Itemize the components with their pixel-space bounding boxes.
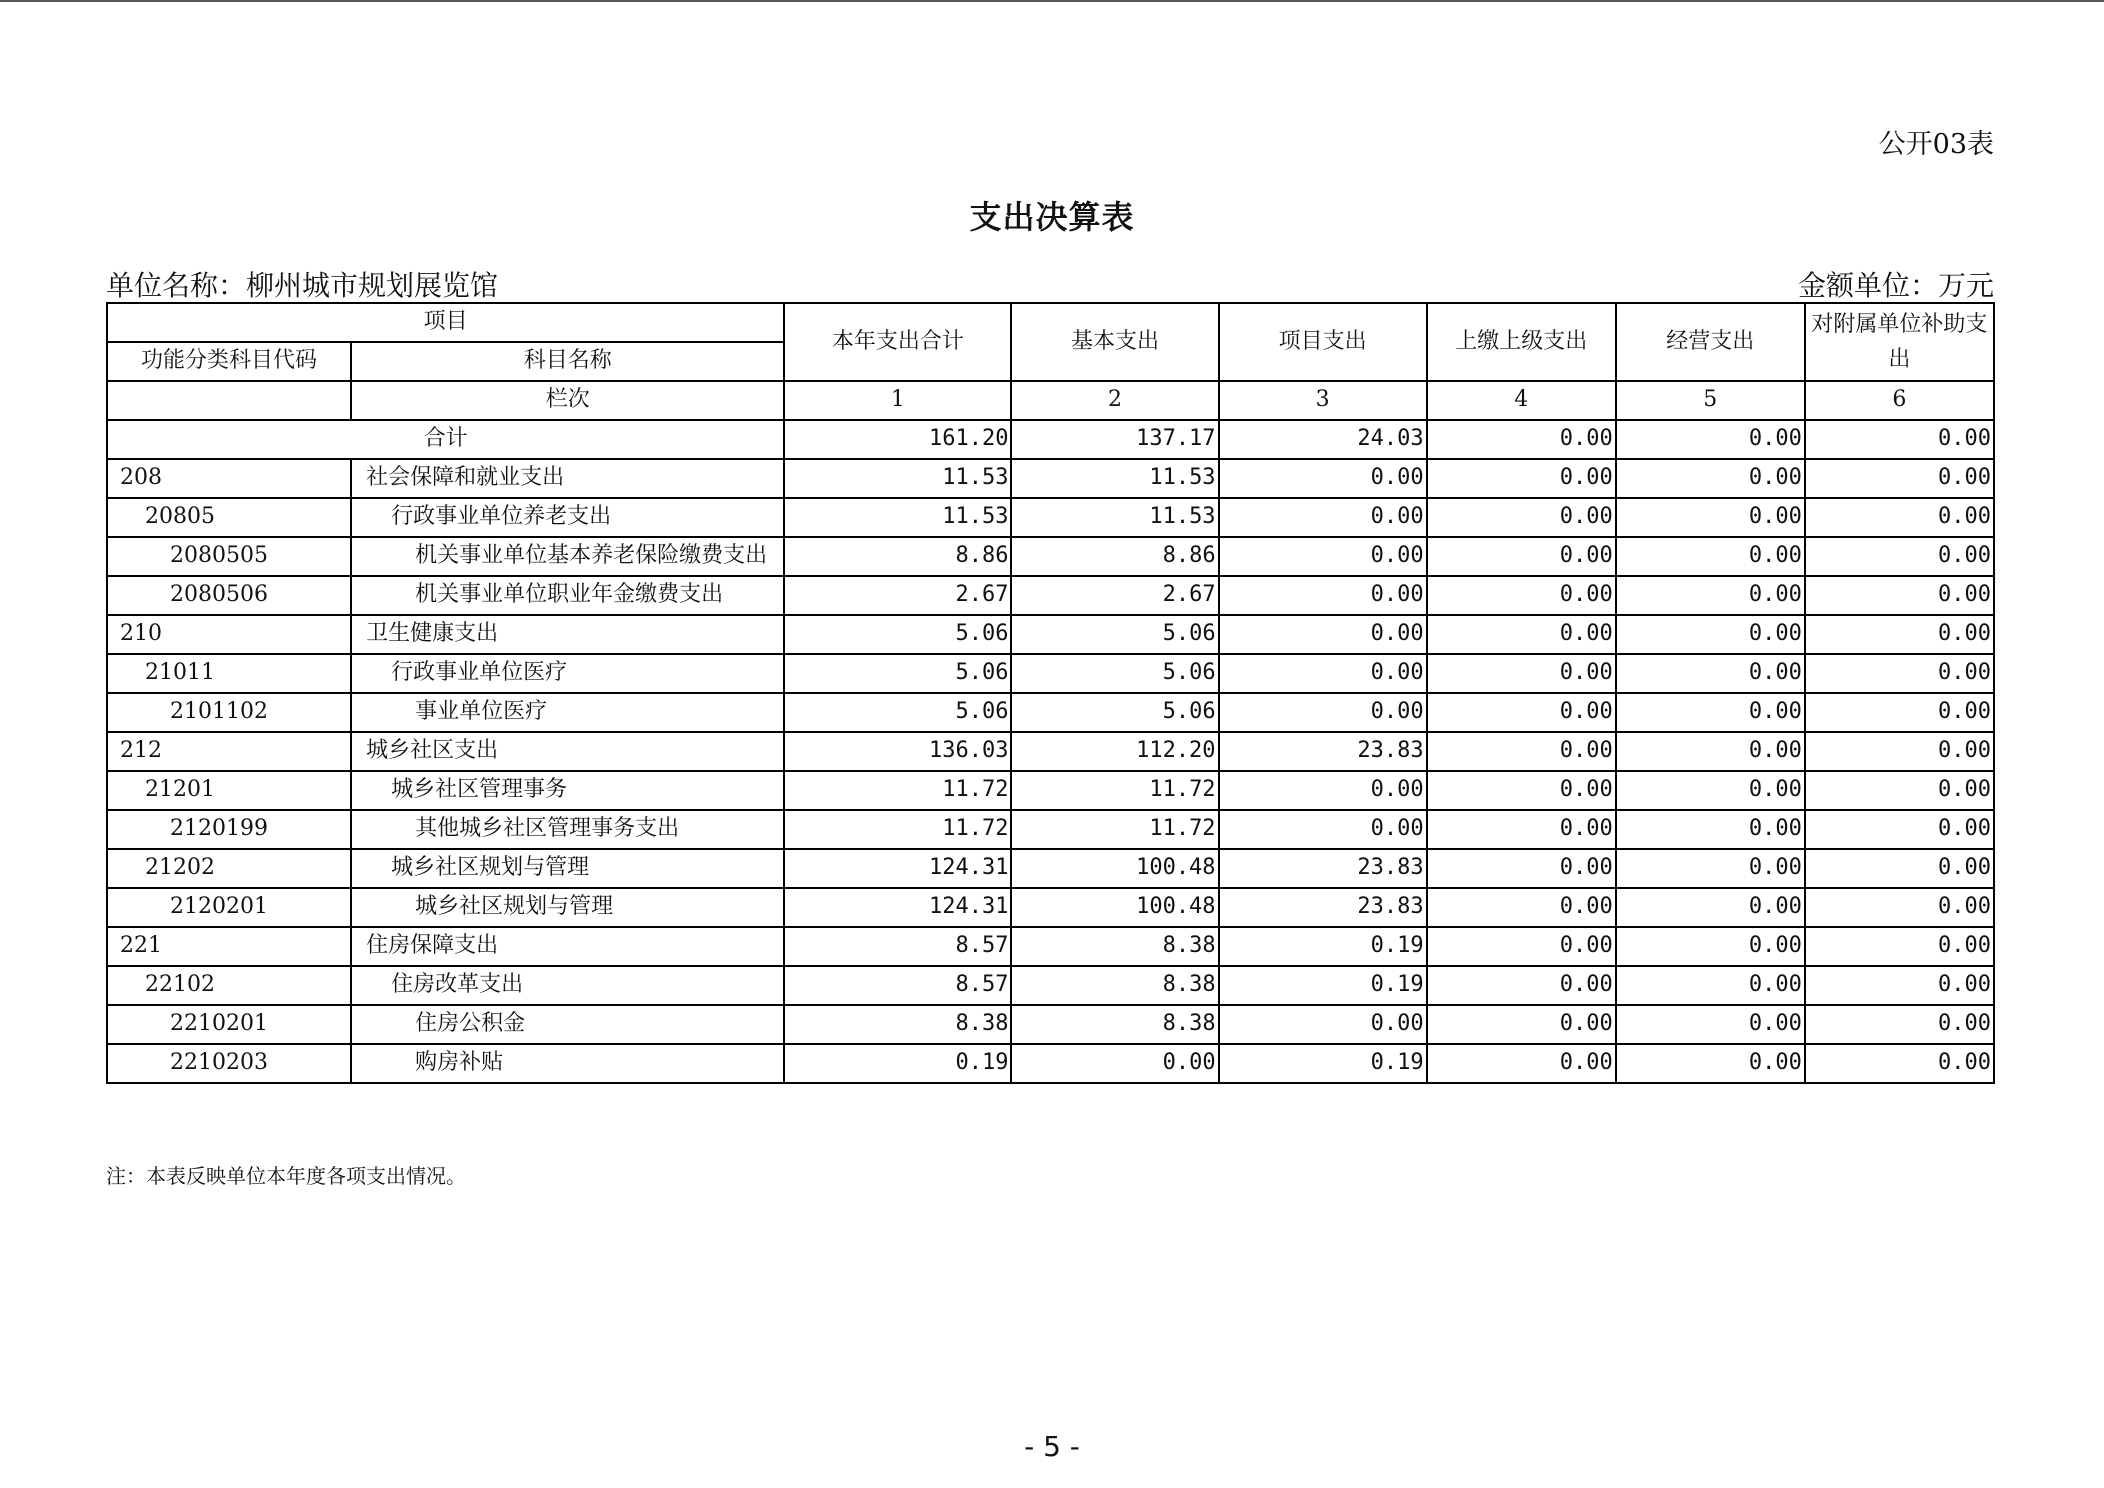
total-value: 161.20 — [784, 420, 1011, 459]
table-row — [107, 654, 1994, 693]
row-code: 21201 — [107, 771, 351, 810]
header-upper: 上缴上级支出 — [1427, 303, 1616, 381]
row-value: 0.00 — [1219, 693, 1427, 732]
row-value: 0.00 — [1805, 654, 1994, 693]
row-value: 11.53 — [784, 498, 1011, 537]
table-row — [107, 888, 1994, 927]
row-value: 0.00 — [1427, 732, 1616, 771]
row-value: 0.00 — [1427, 537, 1616, 576]
table-row — [107, 615, 1994, 654]
header-total: 本年支出合计 — [784, 303, 1011, 381]
row-value: 0.00 — [1427, 654, 1616, 693]
table-row — [107, 732, 1994, 771]
row-value: 124.31 — [784, 849, 1011, 888]
amount-unit: 金额单位：万元 — [1797, 269, 1994, 302]
row-value: 136.03 — [784, 732, 1011, 771]
row-value: 0.00 — [1616, 1044, 1805, 1083]
table-row — [107, 966, 1994, 1005]
row-value: 0.00 — [1805, 966, 1994, 1005]
row-code: 20805 — [107, 498, 351, 537]
row-value: 0.00 — [1805, 888, 1994, 927]
total-value: 0.00 — [1805, 420, 1994, 459]
expenditure-table — [106, 302, 1995, 1084]
row-value: 0.00 — [1427, 498, 1616, 537]
table-note: 注：本表反映单位本年度各项支出情况。 — [106, 1164, 466, 1188]
row-name: 行政事业单位医疗 — [351, 654, 784, 693]
header-code: 功能分类科目代码 — [107, 342, 351, 381]
row-value: 5.06 — [1011, 693, 1218, 732]
header-basic: 基本支出 — [1011, 303, 1218, 381]
col-num: 1 — [784, 381, 1011, 420]
row-value: 0.00 — [1219, 1005, 1427, 1044]
row-name: 其他城乡社区管理事务支出 — [351, 810, 784, 849]
row-code: 208 — [107, 459, 351, 498]
row-value: 11.53 — [784, 459, 1011, 498]
row-value: 0.00 — [1427, 966, 1616, 1005]
total-value: 0.00 — [1616, 420, 1805, 459]
row-value: 0.00 — [1219, 810, 1427, 849]
row-value: 0.00 — [1427, 849, 1616, 888]
row-code: 2120201 — [107, 888, 351, 927]
row-value: 0.00 — [1805, 732, 1994, 771]
col-num: 4 — [1427, 381, 1616, 420]
row-value: 8.38 — [1011, 927, 1218, 966]
row-value: 0.00 — [1011, 1044, 1218, 1083]
row-name: 事业单位医疗 — [351, 693, 784, 732]
row-value: 0.00 — [1616, 849, 1805, 888]
table-header — [107, 303, 1994, 459]
row-value: 0.00 — [1427, 693, 1616, 732]
col-num: 2 — [1011, 381, 1218, 420]
row-value: 0.00 — [1805, 771, 1994, 810]
row-value: 8.38 — [1011, 1005, 1218, 1044]
row-code: 210 — [107, 615, 351, 654]
row-name: 行政事业单位养老支出 — [351, 498, 784, 537]
total-label: 合计 — [107, 420, 784, 459]
row-value: 23.83 — [1219, 849, 1427, 888]
row-code: 22102 — [107, 966, 351, 1005]
row-code: 2080505 — [107, 537, 351, 576]
row-value: 0.00 — [1616, 459, 1805, 498]
row-value: 0.00 — [1219, 498, 1427, 537]
row-value: 5.06 — [784, 615, 1011, 654]
row-name: 城乡社区支出 — [351, 732, 784, 771]
row-code: 2101102 — [107, 693, 351, 732]
table-row — [107, 771, 1994, 810]
total-value: 24.03 — [1219, 420, 1427, 459]
row-value: 0.00 — [1427, 927, 1616, 966]
row-value: 5.06 — [1011, 654, 1218, 693]
row-value: 0.00 — [1805, 810, 1994, 849]
row-code: 221 — [107, 927, 351, 966]
row-value: 11.72 — [784, 810, 1011, 849]
row-value: 100.48 — [1011, 888, 1218, 927]
table-row — [107, 537, 1994, 576]
table-row — [107, 1005, 1994, 1044]
row-name: 城乡社区规划与管理 — [351, 849, 784, 888]
row-value: 0.00 — [1427, 1005, 1616, 1044]
row-value: 0.00 — [1616, 771, 1805, 810]
col-num: 6 — [1805, 381, 1994, 420]
row-value: 0.00 — [1616, 693, 1805, 732]
col-num: 3 — [1219, 381, 1427, 420]
row-value: 5.06 — [1011, 615, 1218, 654]
row-value: 0.00 — [1219, 576, 1427, 615]
total-value: 137.17 — [1011, 420, 1218, 459]
row-name: 住房公积金 — [351, 1005, 784, 1044]
row-value: 0.00 — [1219, 537, 1427, 576]
table-row — [107, 927, 1994, 966]
row-value: 124.31 — [784, 888, 1011, 927]
table-row — [107, 810, 1994, 849]
row-name: 住房改革支出 — [351, 966, 784, 1005]
row-value: 23.83 — [1219, 888, 1427, 927]
row-value: 0.00 — [1427, 576, 1616, 615]
row-value: 112.20 — [1011, 732, 1218, 771]
row-value: 2.67 — [1011, 576, 1218, 615]
header-subsidy: 对附属单位补助支出 — [1805, 303, 1994, 381]
row-value: 0.19 — [1219, 966, 1427, 1005]
row-value: 8.38 — [1011, 966, 1218, 1005]
row-code: 2120199 — [107, 810, 351, 849]
row-value: 0.00 — [1616, 537, 1805, 576]
total-value: 0.00 — [1427, 420, 1616, 459]
top-border-line — [0, 0, 2104, 2]
table-row — [107, 1044, 1994, 1083]
col-num: 5 — [1616, 381, 1805, 420]
row-value: 0.00 — [1427, 615, 1616, 654]
row-value: 0.00 — [1805, 693, 1994, 732]
row-value: 0.19 — [1219, 1044, 1427, 1083]
table-row — [107, 498, 1994, 537]
row-value: 0.00 — [1616, 732, 1805, 771]
row-value: 8.57 — [784, 927, 1011, 966]
table-row — [107, 576, 1994, 615]
row-value: 23.83 — [1219, 732, 1427, 771]
row-name: 城乡社区规划与管理 — [351, 888, 784, 927]
row-value: 0.00 — [1616, 576, 1805, 615]
table-body — [107, 459, 1994, 1083]
row-value: 0.00 — [1427, 459, 1616, 498]
table-row — [107, 459, 1994, 498]
row-value: 5.06 — [784, 654, 1011, 693]
row-value: 0.19 — [1219, 927, 1427, 966]
header-business: 经营支出 — [1616, 303, 1805, 381]
row-value: 8.86 — [1011, 537, 1218, 576]
row-code: 2210201 — [107, 1005, 351, 1044]
row-name: 社会保障和就业支出 — [351, 459, 784, 498]
row-value: 5.06 — [784, 693, 1011, 732]
header-name: 科目名称 — [351, 342, 784, 381]
row-value: 0.00 — [1805, 459, 1994, 498]
row-value: 8.86 — [784, 537, 1011, 576]
row-name: 住房保障支出 — [351, 927, 784, 966]
row-code: 2210203 — [107, 1044, 351, 1083]
unit-name: 单位名称：柳州城市规划展览馆 — [106, 269, 499, 302]
row-value: 0.00 — [1616, 654, 1805, 693]
row-value: 0.00 — [1616, 888, 1805, 927]
header-item: 项目 — [107, 303, 784, 342]
row-value: 0.00 — [1219, 459, 1427, 498]
row-value: 100.48 — [1011, 849, 1218, 888]
row-value: 8.38 — [784, 1005, 1011, 1044]
row-value: 0.00 — [1616, 966, 1805, 1005]
row-code: 21202 — [107, 849, 351, 888]
row-value: 0.00 — [1616, 927, 1805, 966]
row-value: 0.00 — [1616, 810, 1805, 849]
row-value: 0.00 — [1805, 615, 1994, 654]
row-value: 11.72 — [1011, 810, 1218, 849]
row-name: 购房补贴 — [351, 1044, 784, 1083]
row-code: 212 — [107, 732, 351, 771]
table-row — [107, 693, 1994, 732]
row-value: 0.00 — [1219, 771, 1427, 810]
row-value: 11.53 — [1011, 459, 1218, 498]
row-value: 2.67 — [784, 576, 1011, 615]
row-value: 0.00 — [1427, 810, 1616, 849]
row-name: 机关事业单位基本养老保险缴费支出 — [351, 537, 784, 576]
row-value: 0.00 — [1427, 888, 1616, 927]
row-value: 0.00 — [1805, 849, 1994, 888]
row-value: 0.00 — [1805, 576, 1994, 615]
row-value: 0.00 — [1805, 927, 1994, 966]
row-value: 11.72 — [784, 771, 1011, 810]
row-value: 0.19 — [784, 1044, 1011, 1083]
header-project: 项目支出 — [1219, 303, 1427, 381]
row-value: 0.00 — [1616, 615, 1805, 654]
row-value: 0.00 — [1219, 615, 1427, 654]
row-value: 0.00 — [1805, 537, 1994, 576]
row-value: 0.00 — [1616, 498, 1805, 537]
row-code: 21011 — [107, 654, 351, 693]
row-name: 卫生健康支出 — [351, 615, 784, 654]
page-number: - 5 - — [1024, 1430, 1080, 1463]
header-blank — [107, 381, 351, 420]
row-value: 0.00 — [1805, 1044, 1994, 1083]
row-value: 0.00 — [1805, 1005, 1994, 1044]
row-value: 0.00 — [1616, 1005, 1805, 1044]
row-value: 11.53 — [1011, 498, 1218, 537]
header-row-label: 栏次 — [351, 381, 784, 420]
form-number: 公开03表 — [1878, 129, 1994, 160]
table-row — [107, 849, 1994, 888]
page-title: 支出决算表 — [969, 198, 1135, 236]
row-code: 2080506 — [107, 576, 351, 615]
row-value: 11.72 — [1011, 771, 1218, 810]
row-value: 8.57 — [784, 966, 1011, 1005]
row-name: 城乡社区管理事务 — [351, 771, 784, 810]
row-value: 0.00 — [1219, 654, 1427, 693]
row-value: 0.00 — [1805, 498, 1994, 537]
row-value: 0.00 — [1427, 771, 1616, 810]
row-name: 机关事业单位职业年金缴费支出 — [351, 576, 784, 615]
row-value: 0.00 — [1427, 1044, 1616, 1083]
